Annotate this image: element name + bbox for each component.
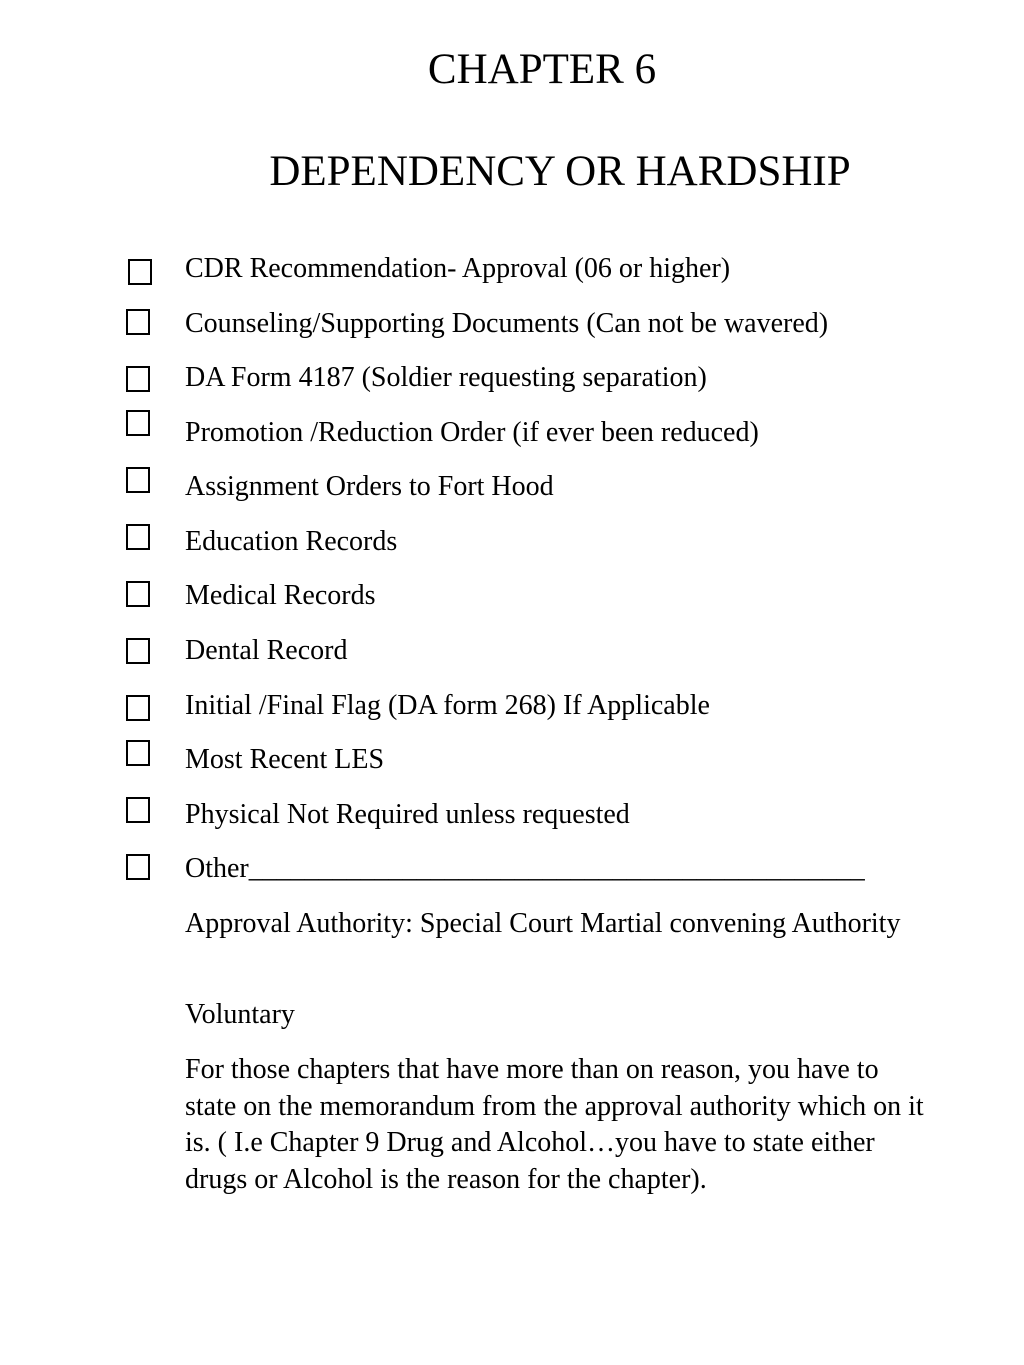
instructions-text: For those chapters that have more than on reason, you have to state on the memorandum from the approval authority which on it is. ( I.e Chapter 9 Drug and Alcohol…you have to state either drugs or Alcohol is the reason for the chapter). [185,1054,924,1195]
checklist-item-label: Medical Records [185,580,376,611]
checkbox[interactable] [126,524,150,550]
checklist-item-physical [0,798,1024,838]
checklist-item-dental-record [0,634,1024,674]
checklist-item-da-form-4187 [0,361,1024,401]
checklist-item-label: Education Records [185,526,398,557]
chapter-title: DEPENDENCY OR HARDSHIP [269,148,851,195]
checkbox[interactable] [126,854,150,880]
checkbox[interactable] [126,797,150,823]
separation-type-text: Voluntary [185,999,295,1030]
checkbox[interactable] [126,740,150,766]
checkbox[interactable] [126,467,150,493]
checkbox[interactable] [126,366,150,392]
checklist-item-education-records [0,525,1024,565]
checklist-item-label: Most Recent LES [185,744,385,775]
checklist-item-counseling-documents [0,307,1024,347]
checkbox[interactable] [126,410,150,436]
checkbox[interactable] [126,581,150,607]
checkbox[interactable] [126,309,150,335]
checklist-item-label: Physical Not Required unless requested [185,799,630,830]
checklist-item-label: Other____________________________________________ [185,853,865,884]
checklist-item-label: Counseling/Supporting Documents (Can not be wavered) [185,308,829,339]
checklist-item-assignment-orders [0,470,1024,510]
approval-authority-text: Approval Authority: Special Court Martial convening Authority [185,908,901,939]
checklist-item-most-recent-les [0,743,1024,783]
checkbox[interactable] [126,695,150,721]
checklist-item-medical-records [0,579,1024,619]
checklist-item-label: DA Form 4187 (Soldier requesting separation) [185,362,707,393]
checklist-item-cdr-recommendation [0,252,1024,292]
chapter-number: CHAPTER 6 [427,46,657,93]
checklist-item-label: Dental Record [185,635,348,666]
checklist-item-other [0,852,1024,892]
checklist-item-label: Assignment Orders to Fort Hood [185,471,554,502]
checklist-item-initial-final-flag [0,689,1024,729]
checklist-item-promotion-reduction-order [0,416,1024,456]
checkbox[interactable] [126,638,150,664]
checklist-item-label: Promotion /Reduction Order (if ever been reduced) [185,417,759,448]
checklist-item-label: Initial /Final Flag (DA form 268) If Applicable [185,690,710,721]
checklist-item-label: CDR Recommendation- Approval (06 or higher) [185,253,731,284]
checkbox[interactable] [128,259,152,285]
